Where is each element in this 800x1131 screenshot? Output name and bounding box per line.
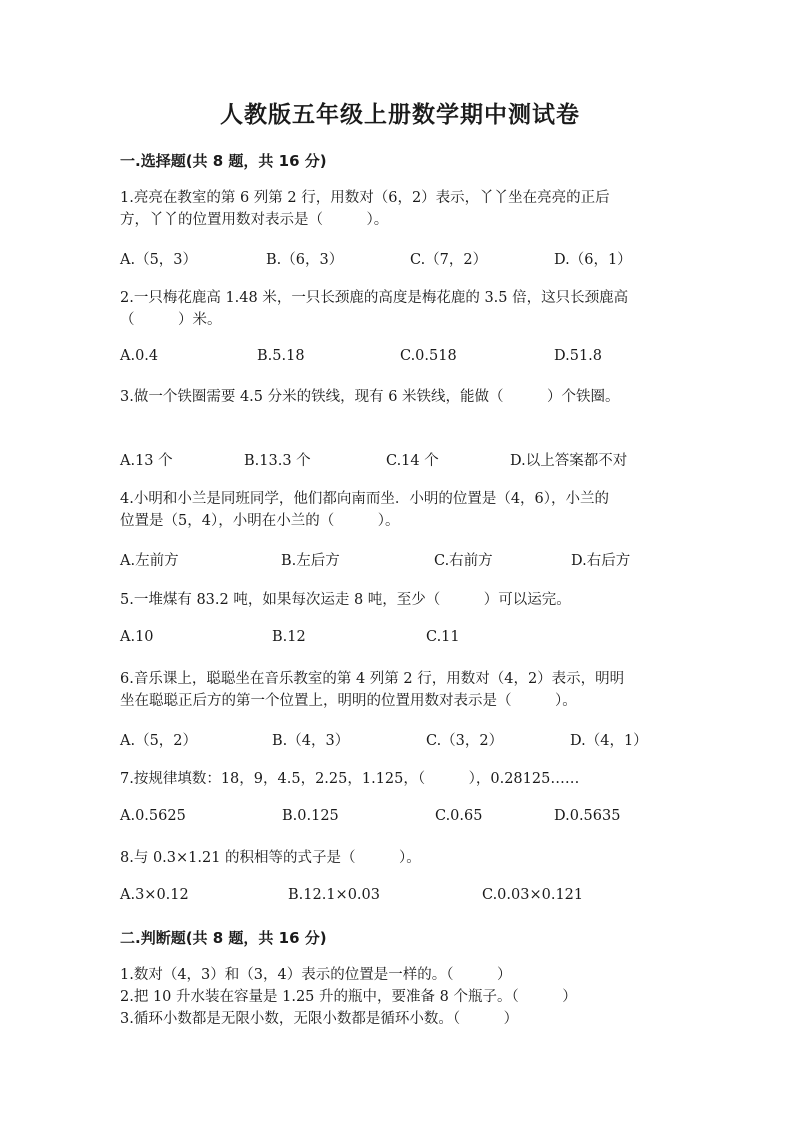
question-1-options: [120, 248, 740, 270]
option-a[interactable]: A.0.4: [120, 348, 159, 364]
question-6: [120, 668, 680, 712]
option-b[interactable]: B.13.3 个: [244, 453, 311, 469]
option-b[interactable]: B.5.18: [257, 348, 305, 364]
option-a[interactable]: A.13 个: [120, 453, 173, 469]
question-1: [120, 187, 680, 231]
question-6-line-1: 6.音乐课上，聪聪坐在音乐教室的第 4 列第 2 行，用数对（4，2）表示，明明: [120, 671, 625, 687]
question-2-options: [120, 348, 740, 370]
option-a[interactable]: A.（5，3）: [120, 252, 198, 268]
option-d[interactable]: D.以上答案都不对: [510, 453, 628, 469]
option-b[interactable]: B.（6，3）: [266, 252, 344, 268]
question-4: [120, 488, 680, 532]
question-5: [120, 589, 680, 611]
option-d[interactable]: D.（4，1）: [570, 733, 648, 749]
question-1-line-1: 1.亮亮在教室的第 6 列第 2 行，用数对（6，2）表示，丫丫坐在亮亮的正后: [120, 190, 610, 206]
option-d[interactable]: D.51.8: [554, 348, 603, 364]
option-a[interactable]: A.左前方: [120, 553, 179, 569]
question-2-line-2: （ ）米。: [120, 312, 222, 328]
option-a[interactable]: A.3×0.12: [120, 887, 189, 903]
option-c[interactable]: C.（3，2）: [426, 733, 504, 749]
question-4-line-2: 位置是（5，4），小明在小兰的（ ）。: [120, 513, 400, 529]
question-4-options: [120, 549, 740, 571]
option-c[interactable]: C.0.03×0.121: [482, 887, 584, 903]
question-7-options: [120, 808, 740, 830]
exam-title: 人教版五年级上册数学期中测试卷: [220, 102, 580, 128]
judgement-item-1: 1.数对（4，3）和（3，4）表示的位置是一样的。（ ）: [120, 967, 512, 983]
question-2-line-1: 2.一只梅花鹿高 1.48 米，一只长颈鹿的高度是梅花鹿的 3.5 倍，这只长颈鹿高: [120, 290, 629, 306]
question-3-line-1: 3.做一个铁圈需要 4.5 分米的铁线，现有 6 米铁线，能做（ ）个铁圈。: [120, 389, 620, 405]
option-c[interactable]: C.0.518: [400, 348, 457, 364]
question-5-options: [120, 629, 740, 651]
option-b[interactable]: B.12.1×0.03: [288, 887, 380, 903]
question-4-line-1: 4.小明和小兰是同班同学，他们都向南而坐．小明的位置是（4，6），小兰的: [120, 491, 610, 507]
section-1-title: 一.选择题(共 8 题，共 16 分): [120, 152, 327, 170]
option-c[interactable]: C.14 个: [386, 453, 439, 469]
option-c[interactable]: C.（7，2）: [410, 252, 488, 268]
option-b[interactable]: B.左后方: [281, 553, 340, 569]
judgement-item-2: 2.把 10 升水装在容量是 1.25 升的瓶中，要准备 8 个瓶子。（ ）: [120, 989, 577, 1005]
question-2: [120, 287, 680, 331]
option-b[interactable]: B.0.125: [282, 808, 339, 824]
question-7: [120, 768, 720, 790]
option-d[interactable]: D.（6，1）: [554, 252, 632, 268]
question-6-options: [120, 729, 740, 751]
question-1-line-2: 方，丫丫的位置用数对表示是（ ）。: [120, 212, 389, 228]
section-2-title: 二.判断题(共 8 题，共 16 分): [120, 929, 327, 947]
option-c[interactable]: C.0.65: [435, 808, 483, 824]
question-7-line-1: 7.按规律填数：18，9，4.5，2.25，1.125，（ ），0.28125……: [120, 771, 580, 787]
question-3-options: [120, 449, 740, 471]
option-d[interactable]: D.0.5635: [554, 808, 621, 824]
question-3: [120, 386, 680, 408]
question-8: [120, 847, 680, 869]
option-c[interactable]: C.右前方: [434, 553, 493, 569]
option-c[interactable]: C.11: [426, 629, 460, 645]
option-b[interactable]: B.12: [272, 629, 306, 645]
question-8-options: [120, 887, 740, 909]
question-6-line-2: 坐在聪聪正后方的第一个位置上，明明的位置用数对表示是（ ）。: [120, 693, 577, 709]
option-b[interactable]: B.（4，3）: [272, 733, 350, 749]
question-5-line-1: 5.一堆煤有 83.2 吨，如果每次运走 8 吨，至少（ ）可以运完。: [120, 592, 571, 608]
question-8-line-1: 8.与 0.3×1.21 的积相等的式子是（ ）。: [120, 850, 421, 866]
option-a[interactable]: A.（5，2）: [120, 733, 198, 749]
judgement-item-3: 3.循环小数都是无限小数，无限小数都是循环小数。（ ）: [120, 1011, 519, 1027]
option-a[interactable]: A.10: [120, 629, 154, 645]
option-d[interactable]: D.右后方: [571, 553, 631, 569]
option-a[interactable]: A.0.5625: [120, 808, 186, 824]
